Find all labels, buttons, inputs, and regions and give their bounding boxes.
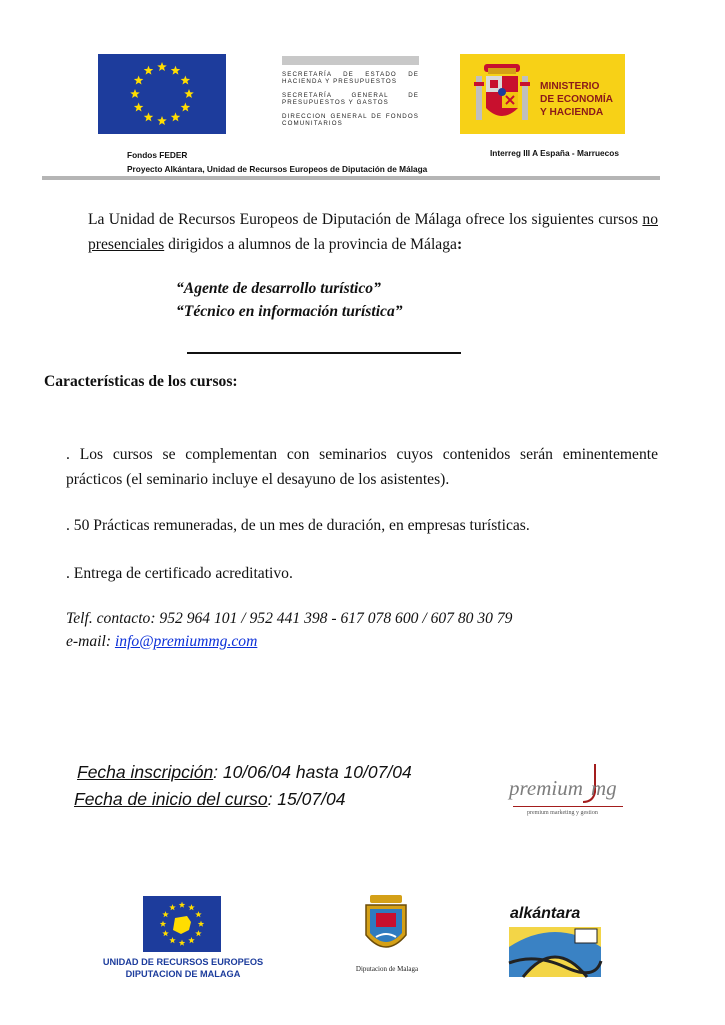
secretaria-line: SECRETARÍA DE ESTADO DE HACIENDA Y PRESUPUESTOS bbox=[282, 71, 419, 86]
secretaria-line: DIRECCION GENERAL DE FONDOS COMUNITARIOS bbox=[282, 112, 419, 128]
email-label: e-mail: bbox=[66, 633, 115, 650]
alkantara-title: alkántara bbox=[510, 905, 581, 922]
intro-text: La Unidad de Recursos Europeos de Diputación de Málaga ofrece los siguientes cursos bbox=[88, 211, 643, 228]
unidad-recursos-name bbox=[100, 956, 266, 980]
malaga-crest-icon bbox=[360, 895, 412, 959]
eu-star-icon bbox=[171, 66, 181, 75]
eu-stars-map-icon bbox=[143, 896, 221, 952]
eu-star-icon bbox=[188, 904, 194, 910]
unidad-recursos-flag-logo bbox=[143, 896, 221, 952]
premium-subtitle: premium marketing y gestion bbox=[527, 810, 598, 816]
ministerio-logo bbox=[460, 54, 625, 134]
premium-mg-word: mg bbox=[591, 776, 617, 800]
eu-star-icon bbox=[162, 930, 168, 936]
eu-star-icon bbox=[195, 911, 201, 917]
start-label: Fecha de inicio del curso bbox=[74, 789, 268, 809]
diputacion-name: Diputacion de Malaga bbox=[355, 965, 419, 973]
eu-star-icon bbox=[188, 937, 194, 943]
list-item: . Los cursos se complementan con seminarios cuyos contenidos serán eminentemente prácticos (el seminario incluye el desayuno de los asistentes). bbox=[66, 446, 658, 488]
alkantara-logo bbox=[505, 905, 605, 980]
intro-text: dirigidos a alumnos de la provincia de Málaga bbox=[164, 236, 457, 253]
course-title: “Agente de desarrollo turístico” bbox=[176, 280, 381, 297]
secretaria-line: SECRETARÍA GENERAL DE PRESUPUESTOS Y GASTOS bbox=[282, 91, 419, 107]
eu-stars-icon bbox=[98, 54, 226, 134]
eu-star-icon bbox=[144, 112, 154, 121]
unidad-name-line: DIPUTACION DE MALAGA bbox=[125, 969, 241, 979]
list-item: . 50 Prácticas remuneradas, de un mes de duración, en empresas turísticas. bbox=[66, 517, 530, 534]
eu-star-icon bbox=[169, 937, 175, 943]
contact-phone: Telf. contacto: 952 964 101 / 952 441 398 - 617 078 600 / 607 80 30 79 bbox=[66, 610, 513, 627]
secretaria-bar bbox=[282, 56, 419, 65]
eu-star-icon bbox=[184, 89, 194, 98]
header-credits bbox=[127, 148, 427, 176]
eu-star-icon bbox=[134, 103, 144, 112]
inscription-value: : 10/06/04 hasta 10/07/04 bbox=[213, 762, 412, 782]
course-title: “Técnico en información turística” bbox=[176, 303, 403, 320]
start-date bbox=[74, 789, 345, 810]
interreg-text: Interreg III A España - Marruecos bbox=[490, 148, 619, 158]
email-link[interactable]: info@premiummg.com bbox=[114, 633, 258, 650]
inscription-date bbox=[77, 762, 412, 783]
premium-word: premium bbox=[509, 776, 583, 800]
eu-star-icon bbox=[195, 930, 201, 936]
alkantara-bridge-icon bbox=[505, 923, 605, 979]
eu-star-icon bbox=[162, 911, 168, 917]
intro-underlined: no presenciales bbox=[88, 211, 658, 253]
separator-line bbox=[187, 352, 461, 354]
eu-star-icon bbox=[134, 76, 144, 85]
eu-star-icon bbox=[181, 76, 191, 85]
eu-flag-logo bbox=[98, 54, 226, 134]
proyecto-text: Proyecto Alkántara, Unidad de Recursos Europeos de Diputación de Málaga bbox=[127, 164, 428, 174]
start-value: : 15/07/04 bbox=[267, 789, 346, 809]
secretaria-logo bbox=[282, 56, 419, 136]
eu-star-icon bbox=[169, 904, 175, 910]
ministerio-line: MINISTERIO bbox=[540, 81, 600, 92]
list-item: . Entrega de certificado acreditativo. bbox=[66, 565, 293, 582]
ministerio-line: Y HACIENDA bbox=[540, 107, 604, 118]
premium-mg-logo bbox=[505, 762, 635, 820]
intro-paragraph bbox=[88, 207, 658, 257]
eu-star-icon bbox=[198, 921, 204, 927]
intro-colon: : bbox=[456, 236, 463, 253]
eu-star-icon bbox=[130, 89, 140, 98]
premium-underline bbox=[513, 806, 623, 807]
eu-star-icon bbox=[144, 66, 154, 75]
inscription-label: Fecha inscripción bbox=[77, 762, 214, 782]
characteristics-heading: Características de los cursos: bbox=[44, 373, 238, 390]
contact-email-line bbox=[66, 630, 257, 653]
eu-star-icon bbox=[157, 116, 167, 125]
eu-star-icon bbox=[160, 921, 166, 927]
eu-star-icon bbox=[179, 940, 185, 946]
diputacion-crest-logo bbox=[360, 895, 412, 959]
unidad-name-line: UNIDAD DE RECURSOS EUROPEOS bbox=[102, 957, 264, 967]
ministerio-line: DE ECONOMÍA bbox=[540, 94, 614, 105]
eu-star-icon bbox=[171, 112, 181, 121]
eu-star-icon bbox=[157, 62, 167, 71]
header-divider bbox=[42, 176, 660, 180]
fondos-feder-text: Fondos FEDER bbox=[127, 150, 188, 160]
eu-star-icon bbox=[181, 103, 191, 112]
eu-star-icon bbox=[179, 902, 185, 908]
spain-coat-of-arms-icon bbox=[474, 64, 530, 126]
